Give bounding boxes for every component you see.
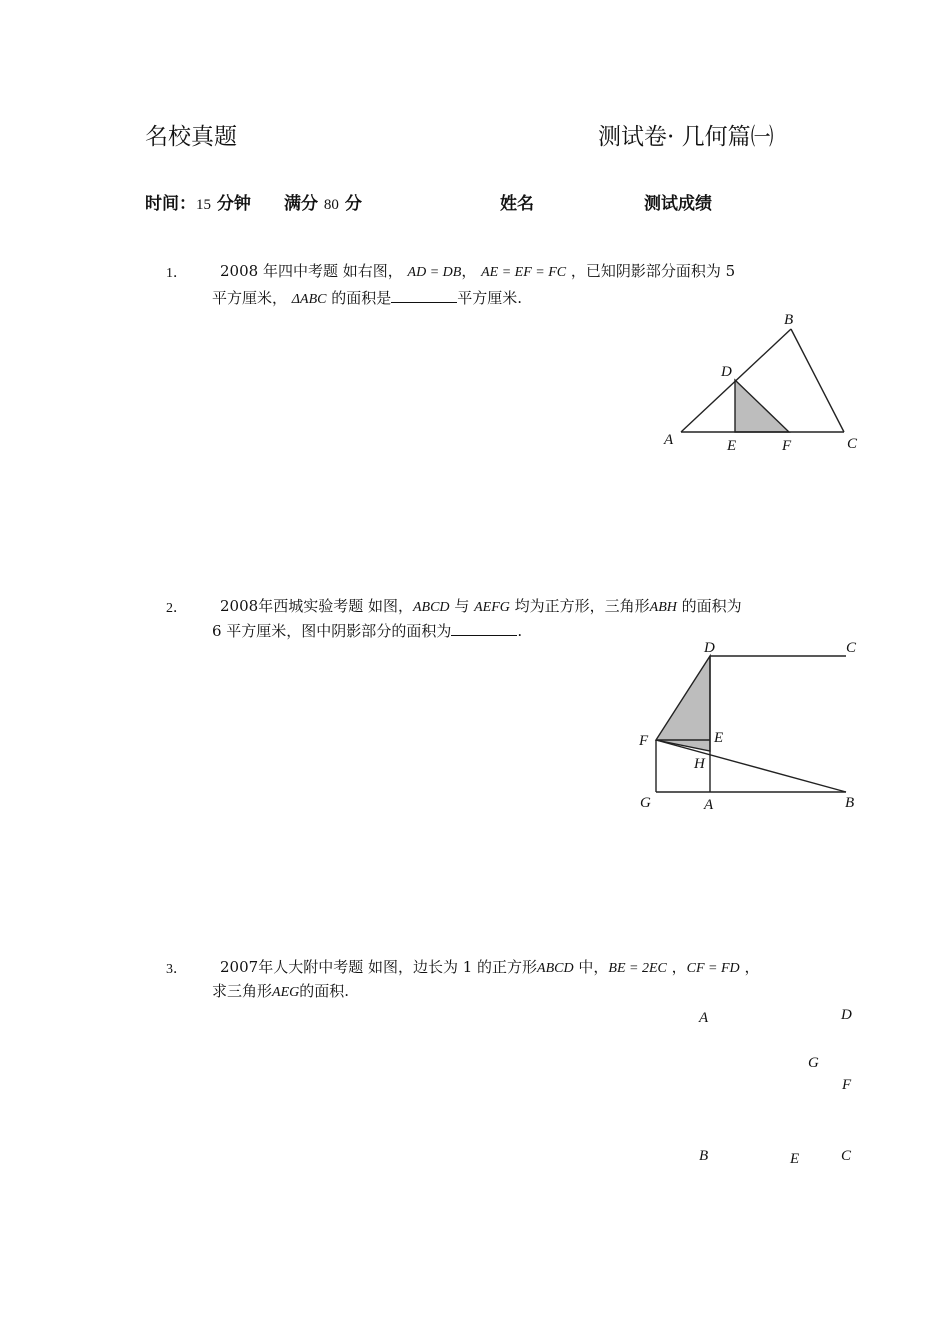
q1-eq-1: AD = DB [407, 265, 462, 280]
question-3-line-1 [220, 956, 759, 977]
question-2-line-2 [212, 620, 522, 641]
q3-square: ABCD [537, 961, 574, 976]
q2-answer-blank [451, 620, 517, 636]
question-1-number: 1． [166, 266, 187, 281]
question-1-line-2 [212, 287, 522, 308]
q1-text-d: 的面积是 [331, 289, 392, 307]
q1-label-d: D [721, 364, 732, 380]
q2-label-e: E [714, 730, 724, 746]
q3-label-e: E [790, 1151, 800, 1167]
q3-sep-1: ， [671, 958, 687, 976]
q1-triangle: ΔABC [291, 292, 327, 307]
q3-text-b: 中， [578, 958, 609, 976]
full-score-value: 80 [323, 197, 339, 213]
q2-square-1: ABCD [412, 600, 450, 615]
header-left-title: 名校真题 [145, 124, 237, 150]
q3-figure [690, 1000, 870, 1180]
q2-text-c: 的面积为 [681, 597, 742, 615]
q2-text-mid: 与 [454, 597, 470, 615]
q3-text-d: 的面积. [299, 982, 350, 1000]
question-2-line-1 [220, 595, 742, 616]
full-score-field [284, 189, 362, 214]
question-3-number: 3． [166, 962, 187, 977]
q2-label-f: F [639, 733, 649, 749]
q1-label-a: A [664, 432, 674, 448]
q2-segment-fb [656, 740, 846, 792]
q3-year: 2007 [220, 958, 259, 976]
q1-shaded-triangle [735, 380, 789, 432]
q1-figure [660, 308, 870, 458]
q3-label-b: B [699, 1148, 709, 1164]
q1-year: 2008 [220, 262, 259, 280]
q1-segment-bc [791, 329, 844, 432]
full-score-label: 满分 [284, 194, 318, 214]
q3-eq-2: CF = FD [686, 961, 740, 976]
q2-text-e: . [517, 622, 523, 640]
q1-text-c: 平方厘米， [212, 289, 288, 307]
question-2-number: 2． [166, 601, 187, 616]
q2-shaded-triangle [656, 656, 710, 751]
q1-label-f: F [782, 438, 792, 454]
q1-label-b: B [784, 312, 794, 328]
full-score-unit: 分 [344, 194, 362, 214]
q3-sep-2: ， [744, 958, 760, 976]
q2-text-a: 年西城实验考题 如图， [258, 597, 413, 615]
q2-square-2: AEFG [474, 600, 510, 615]
q2-label-b: B [845, 795, 855, 811]
name-label: 姓名 [500, 194, 534, 214]
q3-label-a: A [699, 1010, 709, 1026]
score-label: 测试成绩 [644, 194, 712, 214]
q3-eq-1: BE = 2EC [608, 961, 667, 976]
time-value: 15 [196, 197, 211, 213]
q3-label-c: C [841, 1148, 852, 1164]
q1-answer-blank [391, 287, 457, 303]
q1-text-e: 平方厘米. [457, 289, 523, 307]
time-unit: 分钟 [216, 194, 251, 214]
q2-figure [634, 636, 870, 816]
q1-label-e: E [727, 438, 737, 454]
q2-label-h: H [694, 756, 705, 772]
q1-label-c: C [847, 436, 858, 452]
q1-text-a: 年四中考题 如右图， [262, 262, 403, 280]
q3-label-g: G [808, 1055, 819, 1071]
time-label: 时间： [145, 194, 196, 214]
q2-label-d: D [704, 640, 715, 656]
q2-text-d: 6 平方厘米，图中阴影部分的面积为 [212, 622, 452, 640]
q2-text-b: 均为正方形，三角形 [514, 597, 650, 615]
q3-triangle: AEG [272, 985, 300, 1000]
q2-label-g: G [640, 795, 651, 811]
q3-text-c: 求三角形 [212, 982, 273, 1000]
question-1-line-1 [220, 260, 735, 281]
header-right-title: 测试卷· 几何篇㈠ [598, 124, 774, 150]
q3-label-f: F [842, 1077, 852, 1093]
question-3-line-2 [212, 980, 349, 1001]
q1-text-b: ，已知阴影部分面积为 5 [570, 262, 736, 280]
q2-label-c: C [846, 640, 857, 656]
q2-triangle: ABH [649, 600, 677, 615]
q1-eq-2: AE = EF = FC [481, 265, 567, 280]
q3-text-a: 年人大附中考题 如图，边长为 1 的正方形 [258, 958, 538, 976]
q2-label-a: A [704, 797, 714, 813]
q2-year: 2008 [220, 597, 259, 615]
q3-label-d: D [841, 1007, 852, 1023]
time-field [145, 189, 251, 214]
q1-sep-1: ， [461, 262, 477, 280]
